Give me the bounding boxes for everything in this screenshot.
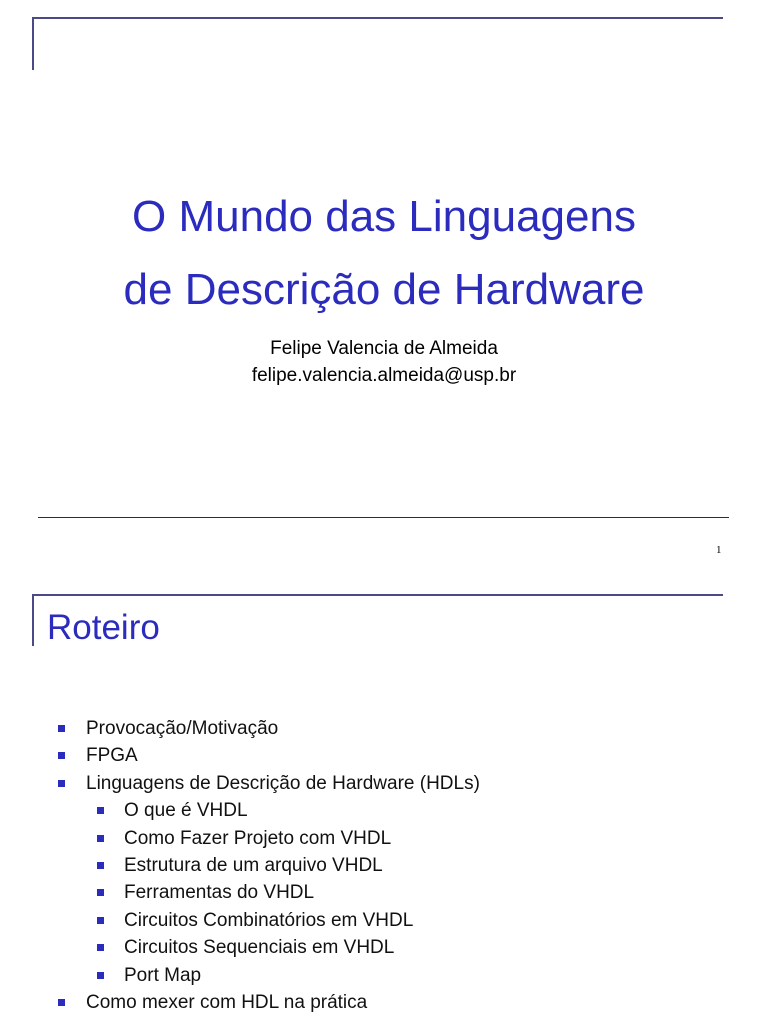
- outline-list: [56, 715, 736, 1016]
- outline-subitem: [56, 962, 736, 989]
- outline-item: [56, 989, 736, 1016]
- outline-item-text: Provocação/Motivação: [86, 718, 279, 739]
- slide-heading: Roteiro: [47, 608, 160, 647]
- square-bullet-icon: [97, 917, 104, 924]
- square-bullet-icon: [58, 999, 65, 1006]
- outline-item-text: Circuitos Combinatórios em VHDL: [124, 909, 414, 931]
- outline-slide: [0, 580, 768, 1024]
- outline-item-text: O que é VHDL: [124, 800, 248, 822]
- square-bullet-icon: [58, 780, 65, 787]
- square-bullet-icon: [58, 725, 65, 732]
- outline-item-text: FPGA: [86, 745, 138, 767]
- author-email: felipe.valencia.almeida@usp.br: [251, 365, 517, 386]
- slide-top-rule: [32, 17, 723, 19]
- square-bullet-icon: [97, 835, 104, 842]
- outline-subitem: [56, 797, 736, 824]
- outline-subitem: [56, 852, 736, 879]
- outline-item-text: Circuitos Sequenciais em VHDL: [124, 937, 395, 959]
- outline-item-text: Linguagens de Descrição de Hardware (HDLs): [86, 772, 480, 794]
- outline-item: [56, 770, 736, 797]
- square-bullet-icon: [97, 862, 104, 869]
- outline-subitem: [56, 825, 736, 852]
- slide-left-rule: [32, 594, 34, 646]
- square-bullet-icon: [97, 944, 104, 951]
- outline-item-text: Ferramentas do VHDL: [124, 882, 315, 904]
- outline-subitem: [56, 879, 736, 906]
- slide-title-line-1: O Mundo das Linguagens: [132, 192, 636, 241]
- slide-title-line-2: de Descrição de Hardware: [123, 265, 645, 314]
- outline-item-text: Estrutura de um arquivo VHDL: [124, 855, 383, 877]
- slide-bottom-rule: [38, 517, 729, 518]
- page-number: 1: [716, 544, 722, 556]
- outline-subitem: [56, 907, 736, 934]
- square-bullet-icon: [97, 807, 104, 814]
- square-bullet-icon: [97, 972, 104, 979]
- square-bullet-icon: [58, 752, 65, 759]
- outline-subitem: [56, 934, 736, 961]
- slide-left-rule: [32, 17, 34, 70]
- outline-item-text: Port Map: [124, 964, 202, 986]
- square-bullet-icon: [97, 889, 104, 896]
- outline-item-text: Como mexer com HDL na prática: [86, 992, 368, 1014]
- outline-item: [56, 715, 736, 742]
- author-name: Felipe Valencia de Almeida: [270, 338, 498, 359]
- outline-item: [56, 742, 736, 769]
- slide-top-rule: [32, 594, 723, 596]
- outline-item-text: Como Fazer Projeto com VHDL: [124, 827, 392, 849]
